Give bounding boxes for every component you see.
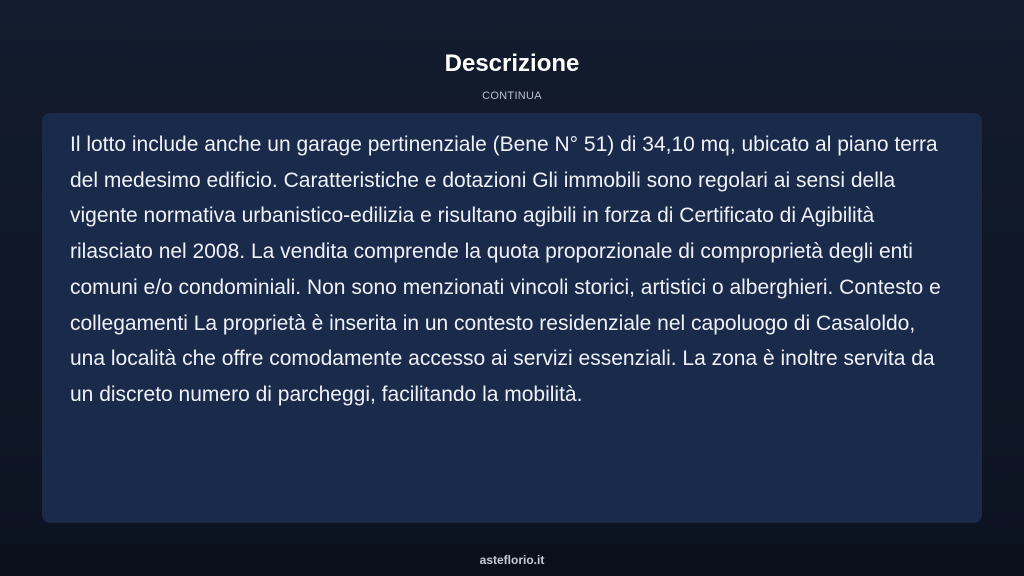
description-card [42, 113, 982, 523]
page-title: Descrizione [444, 50, 580, 77]
footer-bar [0, 544, 1024, 576]
site-name: asteflorio.it [479, 553, 545, 567]
description-text: Il lotto include anche un garage pertinenziale (Bene N° 51) di 34,10 mq, ubicato al piano terra del medesimo edificio. Caratteristiche e dotazioni Gli immobili sono regolari ai sensi della vigente normativa urbanistico-edilizia e risultano agibili in forza di Certificato di Agibilità rilasciato nel 2008. La vendita comprende la quota proporzionale di comproprietà degli enti comuni e/o condominiali. Non sono menzionati vincoli storici, artistici o alberghieri. Contesto e collegamenti La proprietà è inserita in un contesto residenziale nel capoluogo di Casaloldo, una località che offre comodamente accesso ai servizi essenziali. La zona è inoltre servita da un discreto numero di parcheggi, facilitando la mobilità. [70, 133, 941, 406]
page-header [0, 50, 1024, 102]
continuation-label: CONTINUA [482, 90, 542, 102]
